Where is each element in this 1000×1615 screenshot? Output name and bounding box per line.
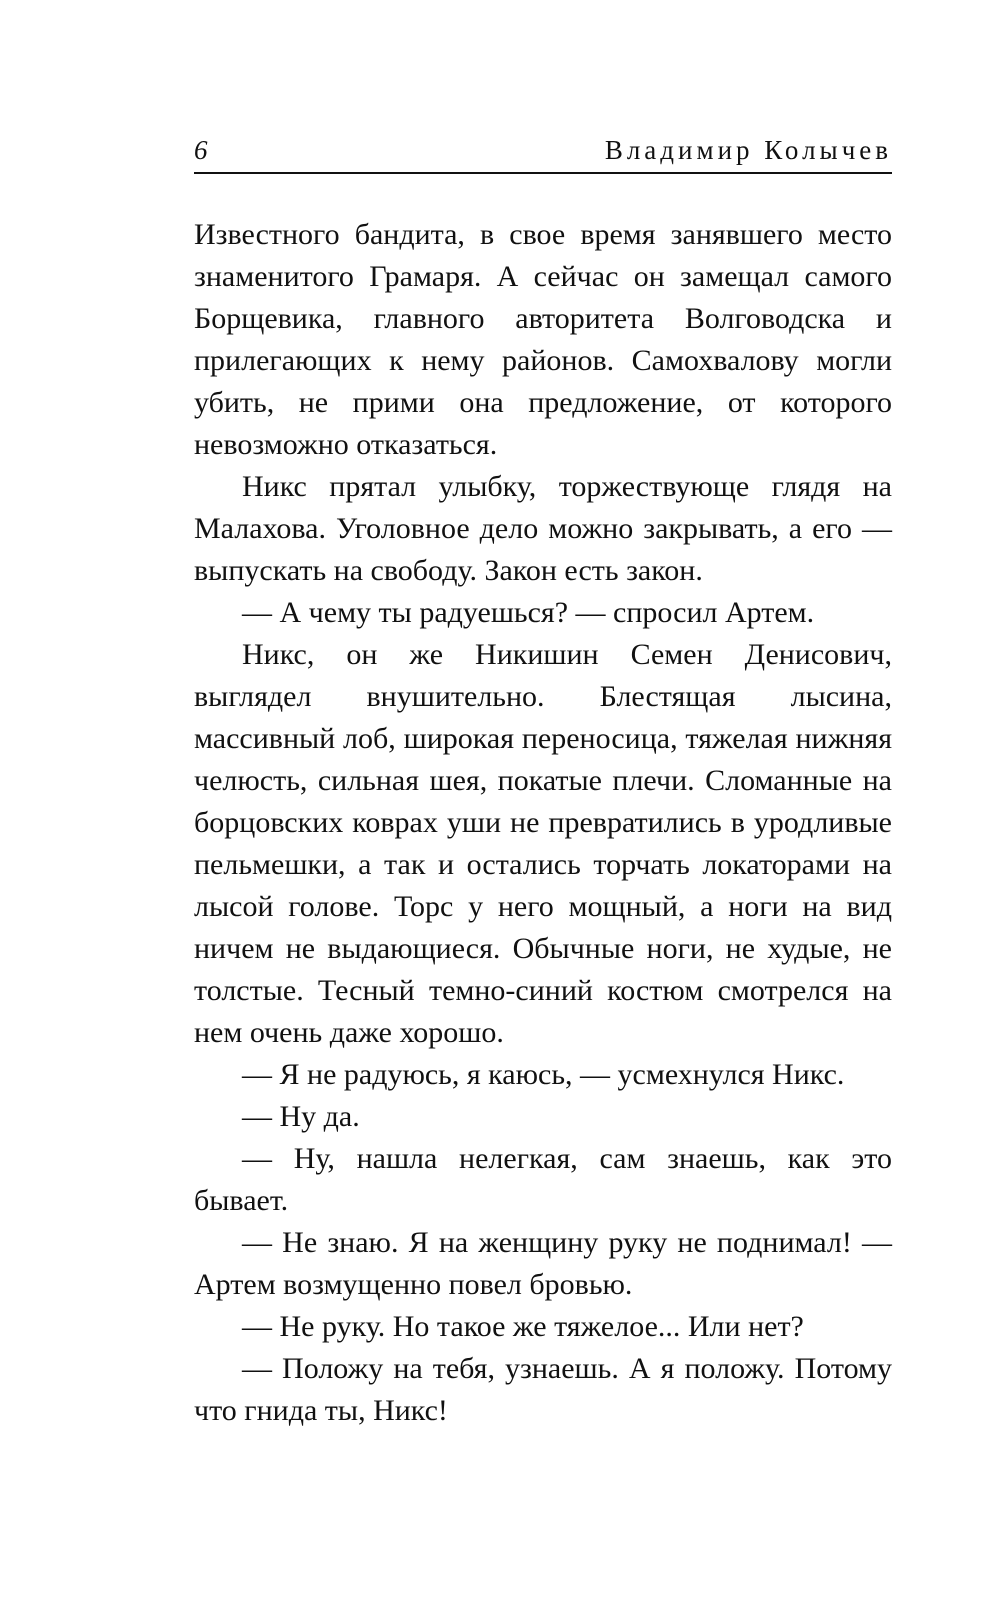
- dialogue-line: — Я не радуюсь, я каюсь, — усмехнулся Никс.: [242, 1058, 845, 1091]
- header-divider: [194, 172, 892, 174]
- page-body: [194, 214, 892, 1432]
- page-number: 6: [194, 135, 208, 165]
- paragraph: Никс прятал улыбку, торжествующе глядя на Малахова. Уголовное дело можно закрывать, а его — выпускать на свободу. Закон есть закон.: [194, 470, 892, 587]
- running-header: [194, 134, 892, 174]
- dialogue-line: — Ну да.: [242, 1100, 360, 1133]
- paragraph: Известного бандита, в свое время занявшего место знаменитого Грамаря. А сейчас он замещал самого Борщевика, главного авторитета Волговодска и прилегающих к нему районов. Самохвалову могли убить, не прими она предложение, от которого невозможно отказаться.: [194, 218, 892, 461]
- dialogue-line: — Положу на тебя, узнаешь. А я положу. Потому что гнида ты, Никс!: [194, 1352, 892, 1427]
- dialogue-line: — А чему ты радуешься? — спросил Артем.: [242, 596, 815, 629]
- dialogue-line: — Не руку. Но такое же тяжелое... Или нет?: [242, 1310, 804, 1343]
- running-head-author: Владимир Колычев: [604, 135, 892, 165]
- paragraph: Никс, он же Никишин Семен Денисович, выглядел внушительно. Блестящая лысина, массивный лоб, широкая переносица, тяжелая нижняя челюсть, сильная шея, покатые плечи. Сломанные на борцовских коврах уши не превратились в уродливые пельмешки, а так и остались торчать локаторами на лысой голове. Торс у него мощный, а ноги на вид ничем не выдающиеся. Обычные ноги, не худые, не толстые. Тесный темно-синий костюм смотрелся на нем очень даже хорошо.: [194, 638, 892, 1049]
- dialogue-line: — Не знаю. Я на женщину руку не поднимал! — Артем возмущенно повел бровью.: [194, 1226, 892, 1301]
- dialogue-line: — Ну, нашла нелегкая, сам знаешь, как это бывает.: [194, 1142, 892, 1217]
